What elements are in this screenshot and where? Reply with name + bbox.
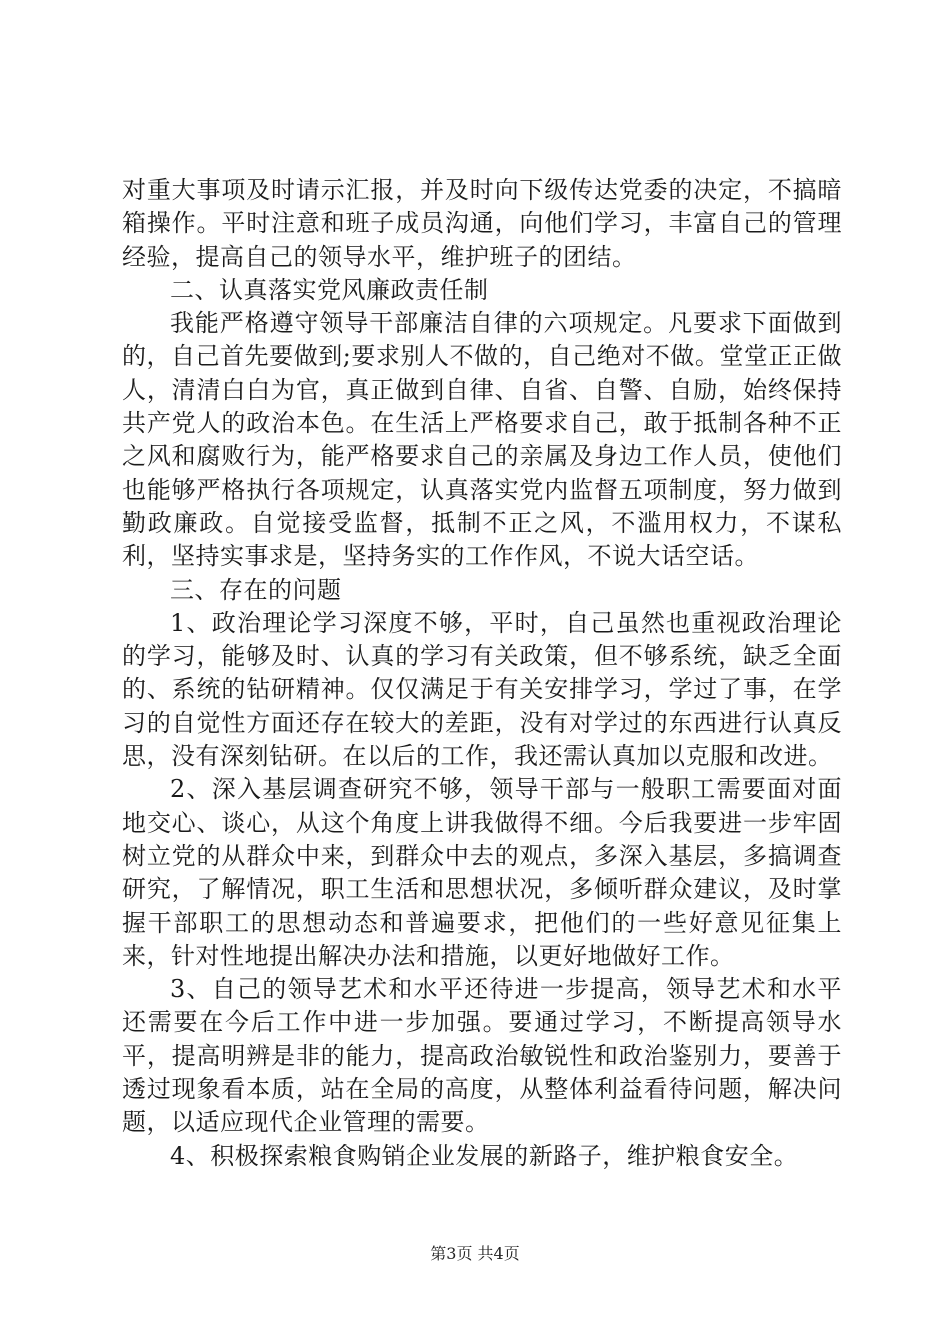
section-heading-3: 三、存在的问题 xyxy=(170,575,342,604)
document-body xyxy=(122,174,842,1173)
list-item: 1、政治理论学习深度不够，平时，自己虽然也重视政治理论的学习，能够及时、认真的学习有关政策，但不够系统，缺乏全面的、系统的钻研精神。仅仅满足于有关安排学习，学过了事，在学习的自觉性方面还存在较大的差距，没有对学过的东西进行认真反思，没有深刻钻研。在以后的工作，我还需认真加以克服和改进。 xyxy=(122,608,842,771)
list-item: 2、深入基层调查研究不够，领导干部与一般职工需要面对面地交心、谈心，从这个角度上讲我做得不细。今后我要进一步牢固树立党的从群众中来，到群众中去的观点，多深入基层，多搞调查研究，了解情况，职工生活和思想状况，多倾听群众建议，及时掌握干部职工的思想动态和普遍要求，把他们的一些好意见征集上来，针对性地提出解决办法和措施，以更好地做好工作。 xyxy=(122,775,842,970)
paragraph: 我能严格遵守领导干部廉洁自律的六项规定。凡要求下面做到的，自己首先要做到;要求别人不做的，自己绝对不做。堂堂正正做人，清清白白为官，真正做到自律、自省、自警、自励，始终保持共产党人的政治本色。在生活上严格要求自己，敢于抵制各种不正之风和腐败行为，能严格要求自己的亲属及身边工作人员，使他们也能够严格执行各项规定，认真落实党内监督五项制度，努力做到勤政廉政。自觉接受监督，抵制不正之风，不滥用权力，不谋私利，坚持实事求是，坚持务实的工作作风，不说大话空话。 xyxy=(122,309,842,571)
list-item: 4、积极探索粮食购销企业发展的新路子，维护粮食安全。 xyxy=(170,1141,799,1170)
section-heading-2: 二、认真落实党风廉政责任制 xyxy=(170,275,489,304)
page-footer: 第3页 共4页 xyxy=(430,1244,520,1263)
paragraph-continuation: 对重大事项及时请示汇报，并及时向下级传达党委的决定，不搞暗箱操作。平时注意和班子成员沟通，向他们学习，丰富自己的管理经验，提高自己的领导水平，维护班子的团结。 xyxy=(122,176,842,271)
list-item: 3、自己的领导艺术和水平还待进一步提高，领导艺术和水平还需要在今后工作中进一步加强。要通过学习，不断提高领导水平，提高明辨是非的能力，提高政治敏锐性和政治鉴别力，要善于透过现象看本质，站在全局的高度，从整体利益看待问题，解决问题，以适应现代企业管理的需要。 xyxy=(122,975,842,1137)
